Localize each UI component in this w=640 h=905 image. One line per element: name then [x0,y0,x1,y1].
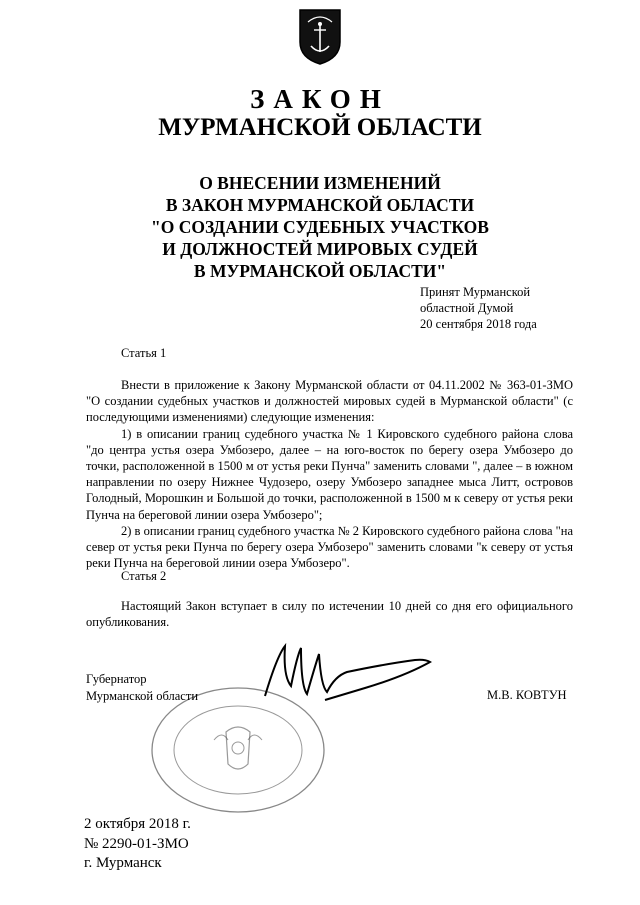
article-1-intro: Внести в приложение к Закону Мурманской области от 04.11.2002 № 363-01-ЗМО "О создании судебных участков и должностей мировых судей в Мурманской области" (с последующими изменениями) следующие изменения: [86,378,573,425]
document-footer [84,815,191,874]
adoption-line: областной Думой [420,301,514,315]
subtitle-line: В МУРМАНСКОЙ ОБЛАСТИ" [193,261,447,281]
signing-date: 2 октября 2018 г. [84,816,191,832]
coat-of-arms-icon [298,8,342,66]
document-subtitle [0,172,640,282]
article-1-body [86,377,573,571]
article-2-heading: Статья 2 [121,569,167,583]
signing-city: г. Мурманск [84,855,162,871]
signatory-position-line: Мурманской области [86,689,199,703]
law-number: № 2290-01-ЗМО [84,835,189,852]
document-title-region: МУРМАНСКОЙ ОБЛАСТИ [158,114,482,141]
handwritten-signature [255,636,435,711]
signatory-position [86,671,198,705]
adoption-note [420,284,537,332]
subtitle-line: "О СОЗДАНИИ СУДЕБНЫХ УЧАСТКОВ [151,217,489,237]
signatory-name: М.В. КОВТУН [487,688,567,702]
article-1-heading: Статья 1 [121,346,167,360]
adoption-line: Принят Мурманской [420,285,531,299]
subtitle-line: О ВНЕСЕНИИ ИЗМЕНЕНИЙ [199,173,441,193]
subtitle-line: В ЗАКОН МУРМАНСКОЙ ОБЛАСТИ [165,195,475,215]
subtitle-line: И ДОЛЖНОСТЕЙ МИРОВЫХ СУДЕЙ [162,239,478,259]
adoption-line: 20 сентября 2018 года [420,317,537,331]
article-1-item-1: 1) в описании границ судебного участка № 1 Кировского судебного района слова "до центра устья озера Умбозеро, далее – на юго-восток по берегу озера Умбозеро до точки, расположенной в 1500 м от устья реки Пунча" заменить словами ", далее – в южном направлении по озеру Нижнее Чудозеро, озеру Умбозеро западнее мыса Литт, островов Голодный, Морошкин и Большой до точки, расположенной в 1500 м к северу от устья реки Пунча на береговой линии озера Умбозеро"; [86,426,573,522]
document-title: ЗАКОН [250,84,390,114]
signatory-position-line: Губернатор [86,672,147,686]
article-1-item-2: 2) в описании границ судебного участка № 2 Кировского судебного района слова "на север от устья реки Пунча по берегу озера Умбозеро" заменить словами "к северу от устья реки Пунча на береговой линии озера Умбозеро". [86,523,573,571]
article-2-text: Настоящий Закон вступает в силу по истечении 10 дней со дня его официального опубликования. [86,599,573,630]
article-2-body [86,598,573,630]
